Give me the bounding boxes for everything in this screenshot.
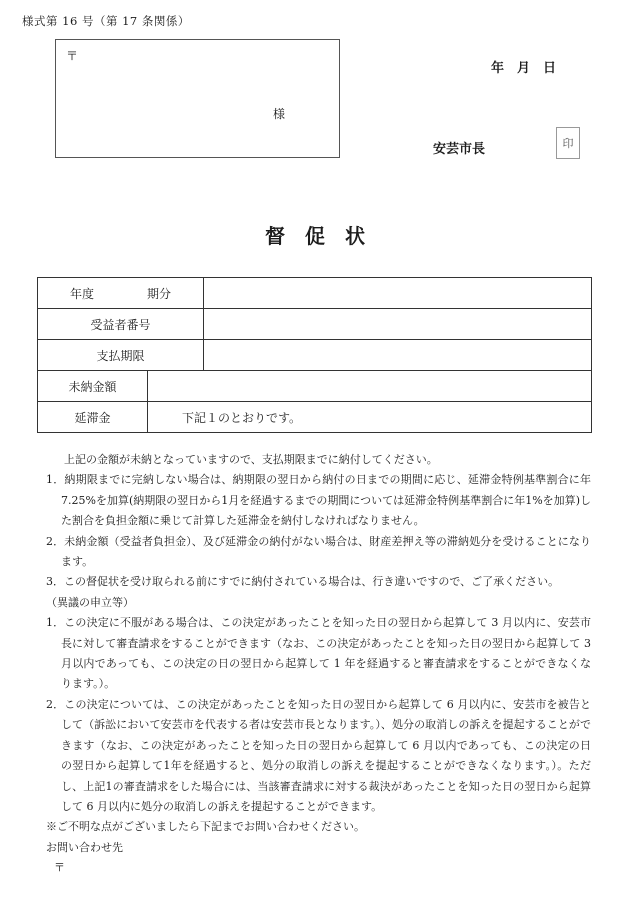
address-box bbox=[55, 39, 340, 158]
unpaid-amount-value-cell bbox=[148, 371, 591, 401]
notice-item-1: 1．納期限までに完納しない場合は、納期限の翌日から納付の日までの期間に応じ、延滞金特例基準割合に年 7.25%を加算(納期限の翌日から1月を経過するまでの期間については延滞金特例基準割合に年1%を加算)した割合を負担金額に乗じて計算した延滞金を納付しなければなりません。 bbox=[46, 473, 591, 528]
seal-label: 印 bbox=[562, 137, 574, 150]
payment-deadline-label-cell: 支払期限 bbox=[38, 340, 204, 370]
payment-deadline-value-cell bbox=[204, 340, 591, 370]
table-row-late-fee bbox=[38, 401, 591, 432]
table-row-beneficiary-number bbox=[38, 308, 591, 339]
period-label: 期分 bbox=[146, 286, 171, 301]
year-period-label-cell bbox=[38, 278, 204, 308]
year-label: 年度 bbox=[70, 286, 95, 301]
body-text bbox=[46, 450, 591, 879]
addressee-honorific: 様 bbox=[273, 107, 286, 121]
unpaid-amount-label-cell: 未納金額 bbox=[38, 371, 148, 401]
objection-item-2: 2．この決定については、この決定があったことを知った日の翌日から起算して 6 月以内に、安芸市を被告として（訴訟において安芸市を代表する者は安芸市長となります。）、処分の取消しの訴えを提起することができます（なお、この決定があったことを知った日の翌日から起算して 6 月以内であっても、この決定の日の翌日から起算して1年を経過すると、処分の取消しの訴えを提起することができなくなります。）。ただし、上記1の審査請求をした場合には、当該審査請求に対する裁決があったことを知った日の翌日から起算して 6 月以内に処分の取消しの訴えを提起することができます。 bbox=[46, 697, 591, 813]
late-fee-value-cell: 下記１のとおりです。 bbox=[182, 410, 302, 425]
table-row-payment-deadline bbox=[38, 339, 591, 370]
mayor-name: 安芸市長 bbox=[433, 142, 486, 157]
year-period-value-cell bbox=[204, 278, 591, 308]
intro-paragraph: 上記の金額が未納となっていますので、支払期限までに納付してください。 bbox=[64, 453, 438, 466]
document-title: 督 促 状 bbox=[265, 224, 365, 248]
contact-label: お問い合わせ先 bbox=[46, 840, 123, 854]
objection-section-heading: （異議の申立等） bbox=[46, 595, 134, 609]
beneficiary-number-value-cell bbox=[204, 309, 591, 339]
billing-table bbox=[37, 277, 592, 433]
table-row-unpaid-amount bbox=[38, 370, 591, 401]
date-line: 年 月 日 bbox=[491, 61, 557, 76]
form-number: 様式第 16 号（第 17 条関係） bbox=[22, 14, 190, 28]
late-fee-label-cell: 延滞金 bbox=[38, 402, 148, 432]
objection-item-1: 1．この決定に不服がある場合は、この決定があったことを知った日の翌日から起算して 3 月以内に、安芸市長に対して審査請求をすることができます（なお、この決定があったことを知った日の翌日から起算して 3 月以内であっても、この決定の日の翌日から起算して 1 年を経過すると審査請求をすることができなくなります。）。 bbox=[46, 616, 591, 691]
notice-item-3: 3．この督促状を受け取られる前にすでに納付されている場合は、行き違いですので、ご了承ください。 bbox=[46, 575, 560, 589]
postal-mark: 〒 bbox=[66, 49, 79, 63]
contact-postal-mark: 〒 bbox=[54, 861, 65, 875]
notice-item-2: 2．未納金額（受益者負担金）、及び延滞金の納付がない場合は、財産差押え等の滞納処分を受けることになります。 bbox=[46, 534, 591, 569]
table-row-year-period bbox=[38, 278, 591, 308]
inquiry-note: ※ご不明な点がございましたら下記までお問い合わせください。 bbox=[46, 820, 365, 834]
seal-box bbox=[556, 127, 580, 159]
beneficiary-number-label-cell: 受益者番号 bbox=[38, 309, 204, 339]
